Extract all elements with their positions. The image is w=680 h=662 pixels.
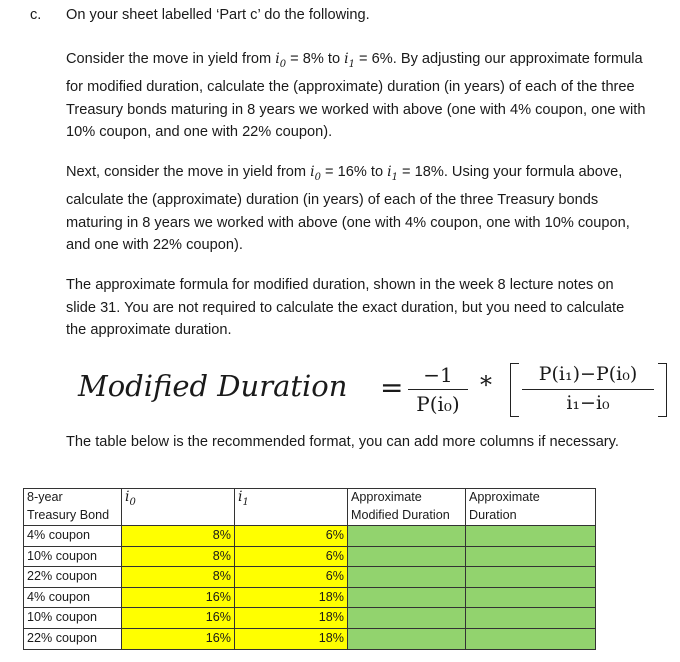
modified-duration-cell[interactable] bbox=[348, 608, 466, 629]
i1-cell[interactable]: 6% bbox=[235, 526, 348, 547]
bond-cell: 10% coupon bbox=[24, 546, 122, 567]
table-row bbox=[24, 546, 596, 567]
instruction-paragraph-4: The table below is the recommended format, you can add more columns if necessary. bbox=[66, 434, 619, 450]
table-row bbox=[24, 587, 596, 608]
duration-cell[interactable] bbox=[466, 567, 596, 588]
i0-cell[interactable]: 8% bbox=[122, 546, 235, 567]
fraction-2-numerator: P(i₁)−P(i₀) bbox=[538, 363, 638, 385]
header-bond: 8-year Treasury Bond bbox=[24, 489, 122, 526]
duration-table bbox=[23, 488, 596, 650]
formula-fraction-2 bbox=[522, 363, 654, 414]
formula-multiply: * bbox=[480, 371, 492, 399]
fraction-1-denominator: P(i₀) bbox=[416, 392, 460, 416]
right-bracket bbox=[658, 363, 667, 417]
modified-duration-formula bbox=[78, 363, 668, 425]
bond-cell: 4% coupon bbox=[24, 526, 122, 547]
i0-cell[interactable]: 8% bbox=[122, 567, 235, 588]
modified-duration-cell[interactable] bbox=[348, 567, 466, 588]
instruction-paragraph-2: Next, consider the move in yield from $i_0 = 16\%$ to $i_1 = 18\%$. Using your formula above, calculate the (approximate) duration (in years) of each of the three Treasury bonds maturing in 8 years we worked with above (one with 4% coupon, one with 10% coupon, and one with 22% coupon). bbox=[66, 164, 630, 254]
bond-cell: 4% coupon bbox=[24, 587, 122, 608]
left-bracket bbox=[510, 363, 519, 417]
i1-cell[interactable]: 6% bbox=[235, 546, 348, 567]
table-row bbox=[24, 628, 596, 649]
duration-cell[interactable] bbox=[466, 526, 596, 547]
duration-cell[interactable] bbox=[466, 546, 596, 567]
duration-cell[interactable] bbox=[466, 608, 596, 629]
header-i0: $i_0$ bbox=[122, 489, 235, 526]
header-modified-duration: Approximate Modified Duration bbox=[348, 489, 466, 526]
question-heading bbox=[30, 4, 370, 26]
question-title: On your sheet labelled ‘Part c’ do the following. bbox=[66, 7, 370, 23]
i0-cell[interactable]: 16% bbox=[122, 587, 235, 608]
i1-cell[interactable]: 18% bbox=[235, 587, 348, 608]
modified-duration-cell[interactable] bbox=[348, 526, 466, 547]
i1-cell[interactable]: 18% bbox=[235, 628, 348, 649]
i1-cell[interactable]: 18% bbox=[235, 608, 348, 629]
duration-cell[interactable] bbox=[466, 628, 596, 649]
bond-cell: 22% coupon bbox=[24, 628, 122, 649]
modified-duration-cell[interactable] bbox=[348, 628, 466, 649]
bond-cell: 22% coupon bbox=[24, 567, 122, 588]
i1-cell[interactable]: 6% bbox=[235, 567, 348, 588]
table-row bbox=[24, 608, 596, 629]
table-header-row bbox=[24, 489, 596, 526]
formula-fraction-1 bbox=[408, 363, 468, 416]
bond-cell: 10% coupon bbox=[24, 608, 122, 629]
instruction-paragraph-1: Consider the move in yield from $i_0 = 8\%$ to $i_1 = 6\%$. By adjusting our approximate formula for modified duration, calculate the (approximate) duration (in years) of each of the three Treasury bonds maturing in 8 years we worked with above (one with 4% coupon, one with 10% coupon, and one with 22% coupon). bbox=[66, 51, 646, 141]
formula-equals: = bbox=[380, 371, 404, 404]
i0-cell[interactable]: 8% bbox=[122, 526, 235, 547]
header-duration: Approximate Duration bbox=[466, 489, 596, 526]
modified-duration-cell[interactable] bbox=[348, 546, 466, 567]
i0-cell[interactable]: 16% bbox=[122, 608, 235, 629]
question-label: c. bbox=[30, 7, 42, 23]
duration-cell[interactable] bbox=[466, 587, 596, 608]
i0-cell[interactable]: 16% bbox=[122, 628, 235, 649]
fraction-1-numerator: −1 bbox=[423, 363, 453, 387]
table-row bbox=[24, 526, 596, 547]
fraction-2-denominator: i₁−i₀ bbox=[566, 392, 610, 414]
instruction-paragraph-3: The approximate formula for modified duration, shown in the week 8 lecture notes on slide 31. You are not required to calculate the exact duration, but you need to calculate the approximate duration. bbox=[66, 277, 625, 338]
formula-lhs: Modified Duration bbox=[78, 369, 348, 403]
table-row bbox=[24, 567, 596, 588]
modified-duration-cell[interactable] bbox=[348, 587, 466, 608]
header-i1: $i_1$ bbox=[235, 489, 348, 526]
